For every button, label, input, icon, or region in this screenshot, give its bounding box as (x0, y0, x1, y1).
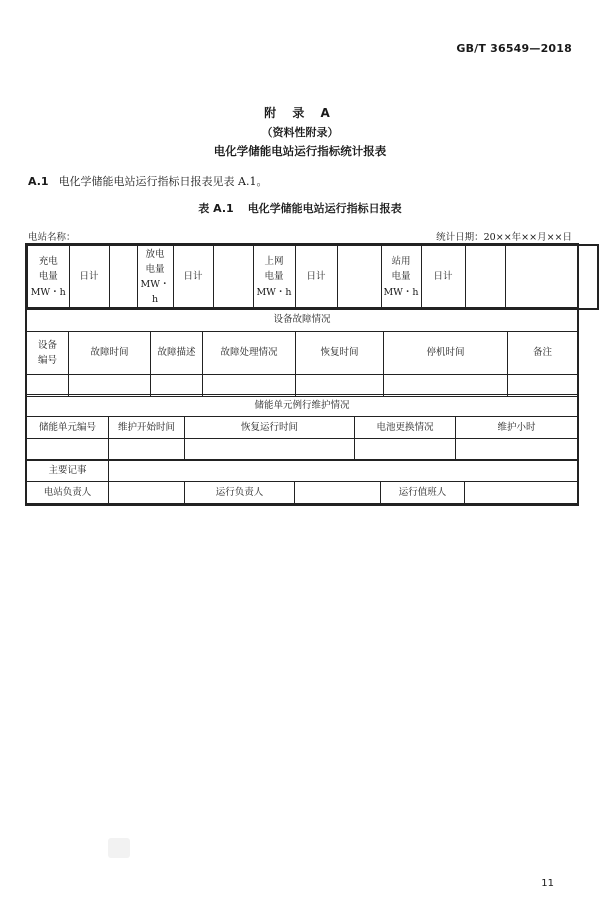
fault-section-title: 设备故障情况 (27, 308, 578, 332)
energy-row-blank[interactable] (505, 245, 598, 309)
col-unit-number: 储能单元编号 (27, 417, 109, 439)
discharge-energy-label: 放电 电量 MW・h (137, 245, 173, 309)
station-lead-field[interactable] (109, 482, 185, 504)
fault-table (26, 307, 578, 397)
discharge-daily-value[interactable] (213, 245, 253, 309)
station-name-label: 电站名称： (28, 232, 76, 243)
table-cell[interactable] (456, 439, 578, 461)
table-caption (0, 200, 600, 216)
table-cell[interactable] (185, 439, 355, 461)
col-recovery-time: 恢复时间 (296, 332, 384, 375)
col-remarks: 备注 (508, 332, 578, 375)
table-cell[interactable] (109, 439, 185, 461)
col-fault-time: 故障时间 (69, 332, 151, 375)
section-number: A.1 (28, 175, 49, 188)
station-use-energy-label: 站用 电量 MW・h (381, 245, 421, 309)
standard-code: GB/T 36549—2018 (456, 42, 572, 55)
col-downtime: 停机时间 (384, 332, 508, 375)
col-fault-description: 故障描述 (151, 332, 203, 375)
col-resume-time: 恢复运行时间 (185, 417, 355, 439)
appendix-name: 电化学储能电站运行指标统计报表 (213, 144, 387, 158)
faint-watermark-mark (108, 838, 130, 858)
maintenance-section-title: 储能单元例行维护情况 (27, 395, 578, 417)
appendix-title: 附 录 A (264, 106, 336, 120)
table-title: 电化学储能电站运行指标日报表 (247, 202, 402, 215)
grid-daily-value[interactable] (337, 245, 381, 309)
station-lead-label: 电站负责人 (27, 482, 109, 504)
table-cell[interactable] (27, 439, 109, 461)
notes-field[interactable] (109, 460, 578, 482)
notes-label: 主要记事 (27, 460, 109, 482)
notes-table (26, 459, 578, 482)
page-number: 11 (541, 878, 554, 889)
appendix-type: （资料性附录） (261, 126, 339, 139)
col-battery-replacement: 电池更换情况 (355, 417, 456, 439)
on-duty-field[interactable] (465, 482, 578, 504)
energy-table (26, 244, 599, 310)
station-use-daily-label: 日计 (421, 245, 465, 309)
operation-lead-field[interactable] (295, 482, 381, 504)
operation-lead-label: 运行负责人 (185, 482, 295, 504)
on-duty-label: 运行值班人 (381, 482, 465, 504)
charge-daily-value[interactable] (109, 245, 137, 309)
col-device-number: 设备 编号 (27, 332, 69, 375)
charge-daily-label: 日计 (69, 245, 109, 309)
table-cell[interactable] (355, 439, 456, 461)
grid-energy-label: 上网 电量 MW・h (253, 245, 295, 309)
col-maintenance-start: 维护开始时间 (109, 417, 185, 439)
discharge-daily-label: 日计 (173, 245, 213, 309)
station-use-daily-value[interactable] (465, 245, 505, 309)
table-row (27, 439, 578, 461)
col-maintenance-hours: 维护小时 (456, 417, 578, 439)
charge-energy-label: 充电 电量 MW・h (27, 245, 69, 309)
maintenance-table (26, 394, 578, 461)
table-number: 表 A.1 (198, 202, 234, 215)
signers-table (26, 481, 578, 504)
grid-daily-label: 日计 (295, 245, 337, 309)
section-text: 电化学储能电站运行指标日报表见表 A.1。 (58, 175, 268, 188)
section-a1 (28, 173, 268, 189)
col-fault-handling: 故障处理情况 (203, 332, 296, 375)
statistics-date: 统计日期：20××年××月××日 (436, 232, 572, 243)
